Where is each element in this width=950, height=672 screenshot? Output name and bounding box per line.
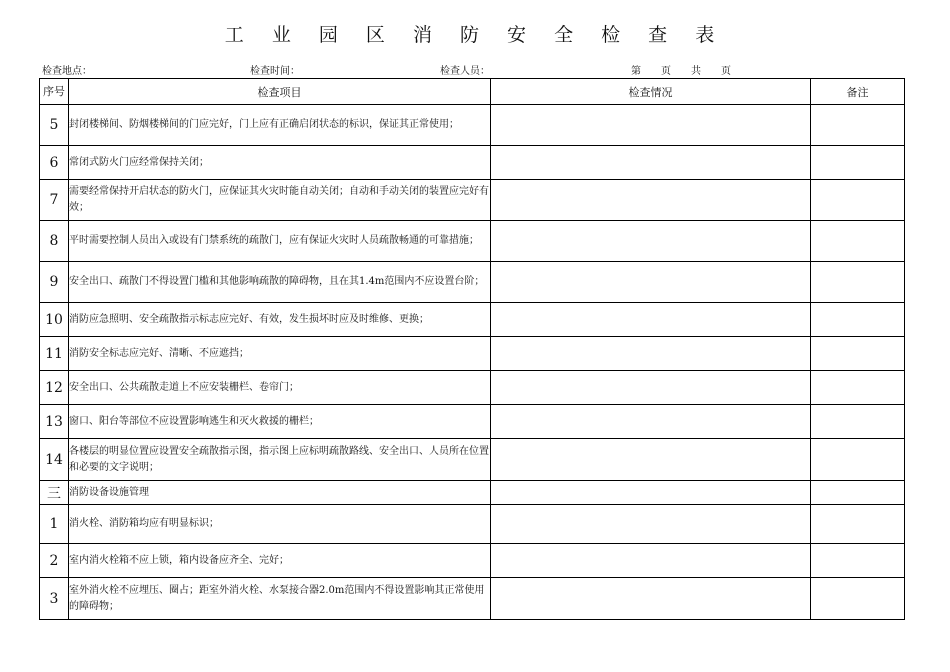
page-title: 工 业 园 区 消 防 安 全 检 查 表 [224, 24, 726, 46]
remark-cell[interactable] [811, 405, 905, 439]
status-cell[interactable] [491, 505, 811, 544]
remark-cell[interactable] [811, 105, 905, 146]
status-cell[interactable] [491, 337, 811, 371]
row-number: 2 [40, 544, 69, 578]
status-cell[interactable] [491, 180, 811, 221]
table-row [40, 439, 905, 481]
row-number: 13 [40, 405, 69, 439]
row-item: 平时需要控制人员出入或设有门禁系统的疏散门，应有保证火灾时人员疏散畅通的可靠措施； [69, 221, 491, 262]
table-row [40, 337, 905, 371]
row-item: 安全出口、疏散门不得设置门槛和其他影响疏散的障碍物，且在其1.4m范围内不应设置台阶； [69, 262, 491, 303]
status-cell[interactable] [491, 262, 811, 303]
row-number: 12 [40, 371, 69, 405]
row-number: 1 [40, 505, 69, 544]
row-number: 5 [40, 105, 69, 146]
row-number: 11 [40, 337, 69, 371]
remark-cell[interactable] [811, 146, 905, 180]
status-cell[interactable] [491, 439, 811, 481]
header-no: 序号 [40, 79, 69, 105]
section-row [40, 481, 905, 505]
table-row [40, 146, 905, 180]
section-number: 三 [40, 481, 69, 505]
table-row [40, 544, 905, 578]
remark-cell[interactable] [811, 439, 905, 481]
remark-cell[interactable] [811, 337, 905, 371]
remark-cell[interactable] [811, 221, 905, 262]
table-header-row [40, 79, 905, 105]
row-number: 6 [40, 146, 69, 180]
status-cell[interactable] [491, 578, 811, 620]
status-cell[interactable] [491, 146, 811, 180]
remark-cell[interactable] [811, 262, 905, 303]
section-title: 消防设备设施管理 [69, 481, 491, 505]
row-item: 封闭楼梯间、防烟楼梯间的门应完好，门上应有正确启闭状态的标识，保证其正常使用； [69, 105, 491, 146]
remark-cell[interactable] [811, 505, 905, 544]
header-item: 检查项目 [69, 79, 491, 105]
row-item: 各楼层的明显位置应设置安全疏散指示图，指示图上应标明疏散路线、安全出口、人员所在位置和必要的文字说明； [69, 439, 491, 481]
header-remark: 备注 [811, 79, 905, 105]
location-label: 检查地点： [42, 66, 92, 77]
remark-cell[interactable] [811, 371, 905, 405]
table-row [40, 221, 905, 262]
row-number: 3 [40, 578, 69, 620]
row-item: 室外消火栓不应埋压、圈占；距室外消火栓、水泵接合器2.0m范围内不得设置影响其正常使用的障碍物； [69, 578, 491, 620]
status-cell[interactable] [491, 544, 811, 578]
row-number: 8 [40, 221, 69, 262]
remark-cell[interactable] [811, 544, 905, 578]
remark-cell[interactable] [811, 180, 905, 221]
table-row [40, 371, 905, 405]
inspector-label: 检查人员： [440, 66, 490, 77]
status-cell[interactable] [491, 481, 811, 505]
row-item: 室内消火栓箱不应上锁，箱内设备应齐全、完好； [69, 544, 491, 578]
header-status: 检查情况 [491, 79, 811, 105]
table-row [40, 105, 905, 146]
row-item: 窗口、阳台等部位不应设置影响逃生和灭火救援的栅栏； [69, 405, 491, 439]
status-cell[interactable] [491, 303, 811, 337]
table-row [40, 405, 905, 439]
status-cell[interactable] [491, 371, 811, 405]
table-row [40, 505, 905, 544]
remark-cell[interactable] [811, 303, 905, 337]
page-number-label: 第 页 共 页 [631, 66, 731, 77]
row-item: 常闭式防火门应经常保持关闭； [69, 146, 491, 180]
row-item: 需要经常保持开启状态的防火门，应保证其火灾时能自动关闭；自动和手动关闭的装置应完好有效； [69, 180, 491, 221]
row-item: 消防安全标志应完好、清晰、不应遮挡； [69, 337, 491, 371]
status-cell[interactable] [491, 105, 811, 146]
row-number: 10 [40, 303, 69, 337]
row-number: 9 [40, 262, 69, 303]
row-item: 消防应急照明、安全疏散指示标志应完好、有效，发生损坏时应及时维修、更换； [69, 303, 491, 337]
remark-cell[interactable] [811, 481, 905, 505]
status-cell[interactable] [491, 405, 811, 439]
status-cell[interactable] [491, 221, 811, 262]
remark-cell[interactable] [811, 578, 905, 620]
table-row [40, 180, 905, 221]
row-number: 14 [40, 439, 69, 481]
row-item: 消火栓、消防箱均应有明显标识； [69, 505, 491, 544]
table-row [40, 303, 905, 337]
row-number: 7 [40, 180, 69, 221]
table-row [40, 578, 905, 620]
table-row [40, 262, 905, 303]
row-item: 安全出口、公共疏散走道上不应安装栅栏、卷帘门； [69, 371, 491, 405]
inspection-table [39, 78, 905, 620]
time-label: 检查时间： [250, 66, 300, 77]
